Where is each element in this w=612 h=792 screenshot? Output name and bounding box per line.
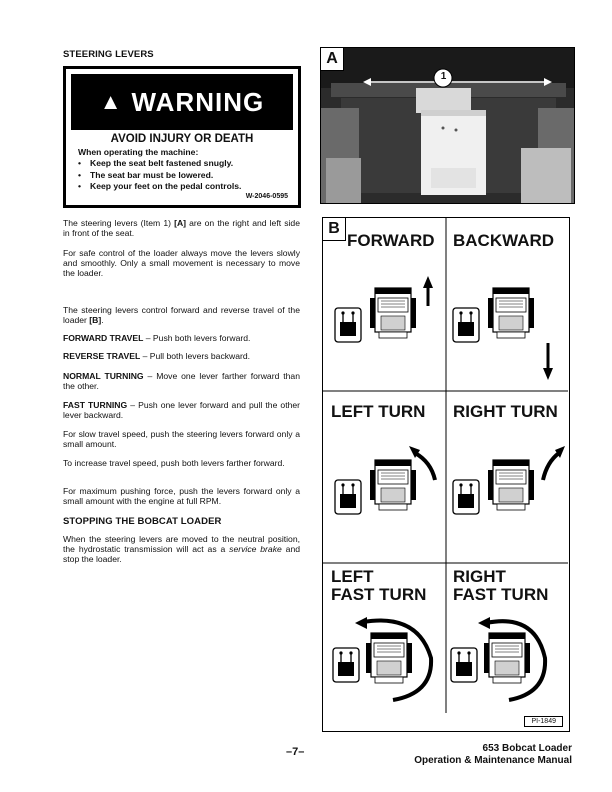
figure-code: PI-1849 <box>524 716 563 727</box>
warning-item: • Keep your feet on the pedal controls. <box>78 181 241 193</box>
paragraph-safe-control: For safe control of the loader always move the levers slowly and smoothly. Only a small movement is necessary to move the loader. <box>63 248 300 278</box>
footer-manual-title: Operation & Maintenance Manual <box>414 755 572 766</box>
steering-diagram-art <box>323 218 568 730</box>
cell-title-right-turn: RIGHT TURN <box>453 402 558 421</box>
figure-a-photo <box>320 47 575 204</box>
cell-title-backward: BACKWARD <box>453 231 555 250</box>
warning-code: W-2046-0595 <box>245 193 288 200</box>
cell-title-right-fast-line2: FAST TURN <box>453 585 549 604</box>
warning-banner <box>71 74 293 130</box>
warning-item: • The seat bar must be lowered. <box>78 170 241 182</box>
warning-subtitle: AVOID INJURY OR DEATH <box>110 133 254 145</box>
warning-title: WARNING <box>131 86 265 117</box>
warning-triangle-icon: ▲ <box>99 89 122 114</box>
warning-box <box>63 66 301 208</box>
paragraph-max-force: For maximum pushing force, push the levers forward only a small amount with the engine at full RPM. <box>63 486 300 506</box>
cell-title-right-fast-line1: RIGHT <box>453 567 506 586</box>
paragraph-forward-travel: FORWARD TRAVEL – Push both levers forward. <box>63 333 251 343</box>
paragraph-slow-speed: For slow travel speed, push the steering levers forward only a small amount. <box>63 429 300 449</box>
figure-a-label: A <box>321 48 344 71</box>
paragraph-increase-speed: To increase travel speed, push both levers farther forward. <box>63 458 285 468</box>
cell-title-forward: FORWARD <box>347 231 435 250</box>
cell-title-left-turn: LEFT TURN <box>331 402 426 421</box>
warning-intro: When operating the machine: <box>78 147 199 157</box>
paragraph-normal-turning: NORMAL TURNING – Move one lever farther forward than the other. <box>63 371 300 391</box>
paragraph-stopping: When the steering levers are moved to the neutral position, the hydrostatic transmission will act as a service brake and stop the loader. <box>63 534 301 564</box>
footer-model: 653 Bobcat Loader <box>482 743 572 754</box>
paragraph-travel-control: The steering levers control forward and reverse travel of the loader [B]. <box>63 305 300 325</box>
cell-title-left-fast-line2: FAST TURN <box>331 585 427 604</box>
section-heading: STEERING LEVERS <box>63 49 154 60</box>
paragraph-fast-turning: FAST TURNING – Push one lever forward and pull the other lever backward. <box>63 400 301 420</box>
subheading-stopping: STOPPING THE BOBCAT LOADER <box>63 516 222 527</box>
page-number: –7– <box>286 746 305 758</box>
warning-list <box>78 158 241 193</box>
cell-title-left-fast-line1: LEFT <box>331 567 374 586</box>
paragraph-reverse-travel: REVERSE TRAVEL – Pull both levers backward. <box>63 351 251 361</box>
paragraph-levers-location: The steering levers (Item 1) [A] are on the right and left side in front of the seat. <box>63 218 300 238</box>
warning-item: • Keep the seat belt fastened snugly. <box>78 158 241 170</box>
figure-b-label: B <box>323 218 346 241</box>
callout-1: 1 <box>440 71 447 82</box>
figure-b-diagram <box>322 217 570 732</box>
